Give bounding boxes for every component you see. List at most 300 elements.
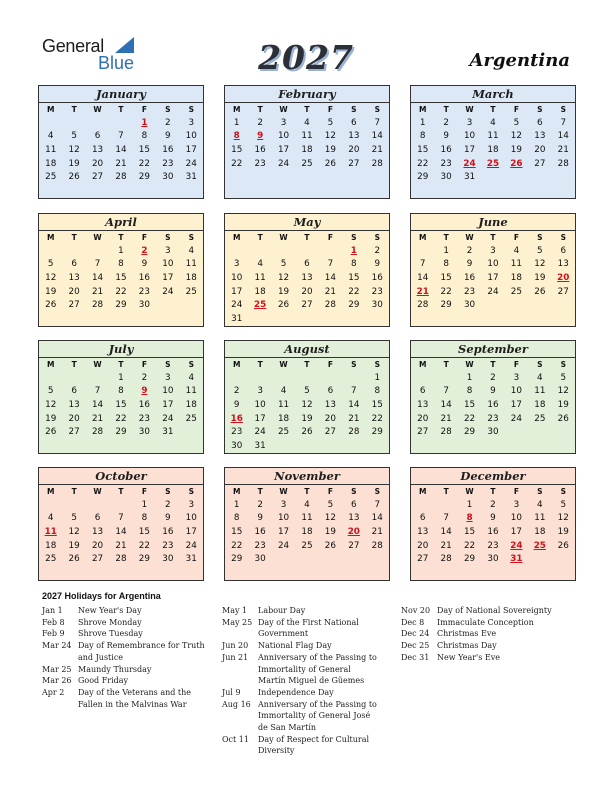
month-title: October — [39, 468, 203, 485]
weekday-header: T — [443, 360, 449, 369]
day: 3 — [165, 372, 171, 383]
day: 7 — [351, 386, 357, 397]
day: 20 — [91, 158, 104, 169]
day: 14 — [417, 272, 429, 283]
day: 5 — [560, 499, 567, 510]
week-row — [411, 298, 575, 312]
week-row — [411, 498, 575, 512]
week-row — [411, 371, 575, 385]
weekday-header: M — [232, 487, 241, 496]
holiday-column — [42, 605, 210, 710]
day: 7 — [560, 117, 567, 128]
day: 9 — [165, 513, 171, 524]
day: 2 — [443, 117, 449, 128]
day: 29 — [138, 172, 150, 183]
day: 12 — [510, 131, 522, 142]
day: 2 — [233, 386, 240, 397]
week-row — [39, 512, 203, 526]
day: 6 — [71, 259, 77, 270]
day: 7 — [374, 117, 381, 128]
holiday-date: Apr 2 — [42, 687, 65, 697]
weekday-header: W — [93, 360, 102, 369]
day: 19 — [45, 413, 57, 424]
weekday-header: S — [188, 105, 194, 114]
month-title: August — [225, 341, 389, 358]
day: 28 — [348, 427, 360, 438]
day: 2 — [257, 117, 263, 128]
month-title: September — [411, 341, 575, 358]
weekday-header: S — [374, 360, 380, 369]
empty-day — [505, 170, 528, 184]
day: 12 — [324, 131, 336, 142]
holidays-title: 2027 Holidays for Argentina — [42, 591, 161, 601]
day: 18 — [185, 272, 197, 283]
day: 21 — [371, 144, 383, 155]
day: 2 — [490, 499, 496, 510]
day: 2 — [165, 499, 171, 510]
weekday-header: S — [165, 487, 171, 496]
week-row — [225, 425, 389, 439]
day: 8 — [443, 259, 449, 270]
week-row — [411, 539, 575, 553]
holiday-day: 25 — [254, 300, 267, 311]
day: 14 — [371, 513, 383, 524]
day: 7 — [118, 131, 124, 142]
empty-day — [295, 552, 318, 566]
day: 19 — [277, 286, 290, 297]
weekday-header: T — [71, 105, 77, 114]
day: 28 — [440, 427, 452, 438]
holiday-date: Dec 25 — [401, 641, 430, 651]
holiday-item — [42, 675, 210, 687]
day: 30 — [162, 554, 174, 565]
holiday-item — [401, 605, 571, 617]
week-row — [411, 258, 575, 272]
holiday-day: 11 — [44, 526, 57, 537]
weekday-header: T — [443, 487, 449, 496]
day: 2 — [374, 245, 381, 256]
week-row — [39, 371, 203, 385]
week-row — [39, 398, 203, 412]
day: 24 — [277, 158, 290, 169]
empty-day — [505, 425, 528, 439]
day: 26 — [324, 540, 336, 551]
holiday-item — [401, 652, 571, 664]
day: 23 — [138, 413, 150, 424]
day: 29 — [463, 427, 476, 438]
day: 4 — [188, 245, 195, 256]
day: 20 — [68, 286, 80, 297]
weekday-header: T — [490, 360, 496, 369]
day: 18 — [45, 540, 57, 551]
weekday-header: T — [118, 233, 124, 242]
week-row — [225, 552, 389, 566]
day: 18 — [185, 399, 197, 410]
day: 26 — [324, 158, 336, 169]
day: 4 — [188, 372, 195, 383]
day: 12 — [557, 513, 569, 524]
holiday-column — [222, 605, 380, 757]
day: 22 — [115, 413, 127, 424]
day: 14 — [371, 131, 383, 142]
holiday-day: 9 — [141, 386, 148, 397]
holiday-name: Independence Day — [258, 687, 334, 697]
day: 5 — [71, 513, 77, 524]
month-days-table — [39, 103, 203, 184]
holiday-name: New Year's Eve — [437, 652, 500, 662]
holiday-date: May 25 — [222, 617, 253, 627]
day: 15 — [231, 526, 243, 537]
empty-day — [62, 116, 85, 130]
day: 25 — [45, 172, 57, 183]
empty-day — [366, 439, 389, 453]
day: 13 — [91, 526, 104, 537]
empty-day — [295, 439, 318, 453]
country-title: Argentina — [469, 50, 570, 71]
day: 22 — [231, 158, 243, 169]
day: 30 — [487, 427, 499, 438]
day: 13 — [68, 272, 80, 283]
holiday-item — [42, 628, 210, 640]
day: 10 — [185, 131, 197, 142]
holiday-day: 1 — [141, 117, 148, 128]
day: 11 — [301, 131, 313, 142]
day: 18 — [277, 413, 290, 424]
holiday-day: 25 — [533, 540, 546, 551]
weekday-header: M — [46, 105, 55, 114]
month-days-table — [39, 485, 203, 566]
week-row — [411, 398, 575, 412]
empty-day — [552, 170, 575, 184]
day: 3 — [188, 499, 195, 510]
empty-day — [342, 312, 365, 326]
day: 28 — [371, 158, 383, 169]
holiday-name: Day of National Sovereignty — [437, 606, 552, 615]
day: 3 — [188, 117, 195, 128]
day: 3 — [513, 499, 520, 510]
week-row — [39, 170, 203, 184]
weekday-header: S — [351, 487, 357, 496]
day: 19 — [324, 526, 336, 537]
empty-day — [248, 371, 271, 385]
week-row — [411, 425, 575, 439]
holiday-name: Immaculate Conception — [437, 617, 534, 627]
month-days-table — [39, 358, 203, 439]
holiday-item — [222, 687, 380, 699]
month-days-table — [225, 358, 389, 453]
day: 17 — [162, 272, 174, 283]
weekday-header: T — [257, 360, 263, 369]
weekday-header: S — [537, 487, 543, 496]
holiday-date: Mar 26 — [42, 676, 72, 686]
day: 21 — [557, 144, 569, 155]
weekday-header: S — [374, 487, 380, 496]
day: 18 — [487, 144, 499, 155]
day: 18 — [45, 158, 57, 169]
weekday-header: W — [93, 105, 102, 114]
holiday-item — [222, 640, 380, 652]
day: 28 — [115, 554, 127, 565]
day: 16 — [162, 144, 174, 155]
day: 17 — [277, 526, 290, 537]
month-days-table — [225, 231, 389, 326]
empty-day — [109, 116, 132, 130]
week-row — [39, 130, 203, 144]
weekday-header: M — [232, 233, 241, 242]
holiday-day: 26 — [510, 158, 523, 169]
weekday-header: T — [71, 360, 77, 369]
day: 15 — [138, 526, 150, 537]
holiday-item — [222, 699, 380, 734]
empty-day — [366, 312, 389, 326]
day: 8 — [351, 259, 357, 270]
weekday-header: S — [374, 233, 380, 242]
empty-day — [342, 439, 365, 453]
day: 7 — [419, 259, 426, 270]
day: 15 — [348, 272, 360, 283]
weekday-header: W — [279, 360, 288, 369]
day: 27 — [348, 158, 360, 169]
day: 12 — [45, 272, 57, 283]
day: 18 — [301, 526, 313, 537]
week-row — [225, 371, 389, 385]
holiday-item — [222, 652, 380, 687]
day: 1 — [233, 499, 240, 510]
empty-day — [295, 371, 318, 385]
empty-day — [528, 170, 551, 184]
day: 30 — [138, 300, 150, 311]
day: 20 — [534, 144, 546, 155]
day: 21 — [371, 526, 383, 537]
day: 4 — [304, 117, 310, 128]
week-row — [225, 498, 389, 512]
holiday-name: Day of the Veterans and the Fallen in the Malvinas War — [78, 687, 192, 709]
holiday-date: Jan 1 — [42, 606, 63, 615]
empty-day — [225, 371, 248, 385]
day: 8 — [141, 513, 148, 524]
month-title: April — [39, 214, 203, 231]
day: 20 — [68, 413, 80, 424]
week-row — [225, 271, 389, 285]
day: 24 — [277, 540, 290, 551]
week-row — [39, 285, 203, 299]
day: 16 — [487, 399, 499, 410]
weekday-header: T — [304, 487, 310, 496]
day: 24 — [254, 427, 266, 438]
day: 13 — [68, 399, 80, 410]
day: 6 — [351, 117, 357, 128]
week-row — [39, 498, 203, 512]
weekday-header: F — [327, 233, 333, 242]
day: 20 — [417, 413, 429, 424]
week-row — [411, 525, 575, 539]
day: 5 — [47, 386, 54, 397]
weekday-header: S — [351, 360, 357, 369]
holiday-name: National Flag Day — [258, 641, 332, 651]
empty-day — [319, 312, 342, 326]
empty-day — [180, 425, 203, 439]
holiday-date: Mar 25 — [42, 664, 72, 674]
empty-day — [156, 298, 179, 312]
holiday-date: Feb 8 — [42, 617, 65, 627]
day: 1 — [118, 372, 124, 383]
day: 16 — [254, 144, 266, 155]
week-row — [39, 271, 203, 285]
month-december — [410, 467, 576, 581]
day: 2 — [490, 372, 496, 383]
day: 4 — [257, 259, 263, 270]
day: 17 — [510, 526, 522, 537]
weekday-header: T — [304, 105, 310, 114]
day: 8 — [141, 131, 148, 142]
day: 1 — [374, 372, 381, 383]
day: 5 — [513, 117, 520, 128]
day: 10 — [185, 513, 197, 524]
day: 20 — [417, 540, 429, 551]
day: 2 — [141, 372, 148, 383]
empty-day — [62, 244, 85, 258]
day: 24 — [487, 286, 499, 297]
week-row — [225, 116, 389, 130]
week-row — [225, 143, 389, 157]
weekday-header: T — [118, 360, 124, 369]
day: 6 — [560, 245, 567, 256]
day: 27 — [417, 554, 429, 565]
day: 9 — [165, 131, 171, 142]
holiday-item — [222, 605, 380, 617]
day: 23 — [371, 286, 383, 297]
empty-day — [319, 439, 342, 453]
weekday-header: F — [141, 360, 147, 369]
week-row — [225, 258, 389, 272]
day: 6 — [94, 131, 101, 142]
week-row — [39, 244, 203, 258]
day: 15 — [440, 272, 452, 283]
day: 4 — [537, 372, 543, 383]
holiday-day: 8 — [233, 131, 240, 142]
day: 12 — [324, 513, 336, 524]
empty-day — [39, 498, 62, 512]
day: 4 — [537, 499, 543, 510]
day: 16 — [138, 272, 150, 283]
month-may — [224, 213, 390, 327]
weekday-header: W — [93, 233, 102, 242]
holiday-item — [401, 640, 571, 652]
holiday-day: 24 — [463, 158, 476, 169]
weekday-header: S — [351, 105, 357, 114]
day: 14 — [115, 526, 127, 537]
weekday-header: T — [443, 105, 449, 114]
day: 22 — [348, 286, 360, 297]
day: 10 — [254, 399, 266, 410]
day: 9 — [141, 259, 148, 270]
day: 30 — [463, 300, 476, 311]
day: 23 — [487, 540, 499, 551]
day: 28 — [91, 427, 104, 438]
logo-text-general: General — [42, 36, 104, 56]
empty-day — [86, 498, 109, 512]
holiday-name: New Year's Day — [78, 606, 142, 615]
day: 17 — [277, 144, 290, 155]
day: 5 — [537, 245, 543, 256]
week-row — [225, 385, 389, 399]
day: 6 — [71, 386, 77, 397]
week-row — [225, 512, 389, 526]
empty-day — [366, 552, 389, 566]
day: 27 — [417, 427, 429, 438]
holiday-item — [42, 687, 210, 710]
empty-day — [86, 244, 109, 258]
day: 12 — [277, 272, 290, 283]
weekday-header: W — [465, 487, 474, 496]
day: 3 — [233, 259, 240, 270]
weekday-header: T — [118, 105, 124, 114]
day: 19 — [324, 144, 336, 155]
month-days-table — [411, 358, 575, 439]
day: 13 — [348, 513, 360, 524]
day: 30 — [440, 172, 452, 183]
holiday-date: May 1 — [222, 606, 248, 615]
weekday-header: W — [279, 105, 288, 114]
holiday-date: Jun 20 — [222, 641, 249, 651]
week-row — [411, 244, 575, 258]
holiday-name: Christmas Day — [437, 641, 497, 651]
week-row — [411, 552, 575, 566]
day: 26 — [557, 413, 569, 424]
day: 5 — [327, 499, 334, 510]
day: 1 — [443, 245, 449, 256]
day: 22 — [231, 540, 243, 551]
weekday-header: S — [351, 233, 357, 242]
day: 7 — [327, 259, 334, 270]
month-title: November — [225, 468, 389, 485]
day: 15 — [115, 399, 127, 410]
day: 1 — [419, 117, 426, 128]
holiday-date: Dec 8 — [401, 617, 425, 627]
holiday-day: 31 — [510, 554, 523, 565]
day: 10 — [162, 386, 174, 397]
day: 10 — [487, 259, 499, 270]
empty-day — [295, 312, 318, 326]
month-june — [410, 213, 576, 327]
weekday-header: T — [443, 233, 449, 242]
day: 16 — [138, 399, 150, 410]
week-row — [411, 285, 575, 299]
day: 19 — [301, 413, 313, 424]
weekday-header: M — [418, 487, 427, 496]
empty-day — [411, 371, 434, 385]
weekday-header: W — [465, 233, 474, 242]
week-row — [411, 116, 575, 130]
empty-day — [505, 298, 528, 312]
month-november — [224, 467, 390, 581]
day: 22 — [440, 286, 452, 297]
day: 27 — [301, 300, 313, 311]
empty-day — [552, 552, 575, 566]
holiday-column — [401, 605, 571, 664]
day: 23 — [138, 286, 150, 297]
day: 23 — [162, 540, 174, 551]
day: 3 — [513, 372, 520, 383]
day: 21 — [324, 286, 336, 297]
day: 30 — [487, 554, 499, 565]
day: 8 — [374, 386, 381, 397]
day: 19 — [510, 144, 522, 155]
day: 1 — [466, 372, 473, 383]
day: 5 — [327, 117, 334, 128]
day: 29 — [231, 554, 243, 565]
day: 3 — [165, 245, 171, 256]
